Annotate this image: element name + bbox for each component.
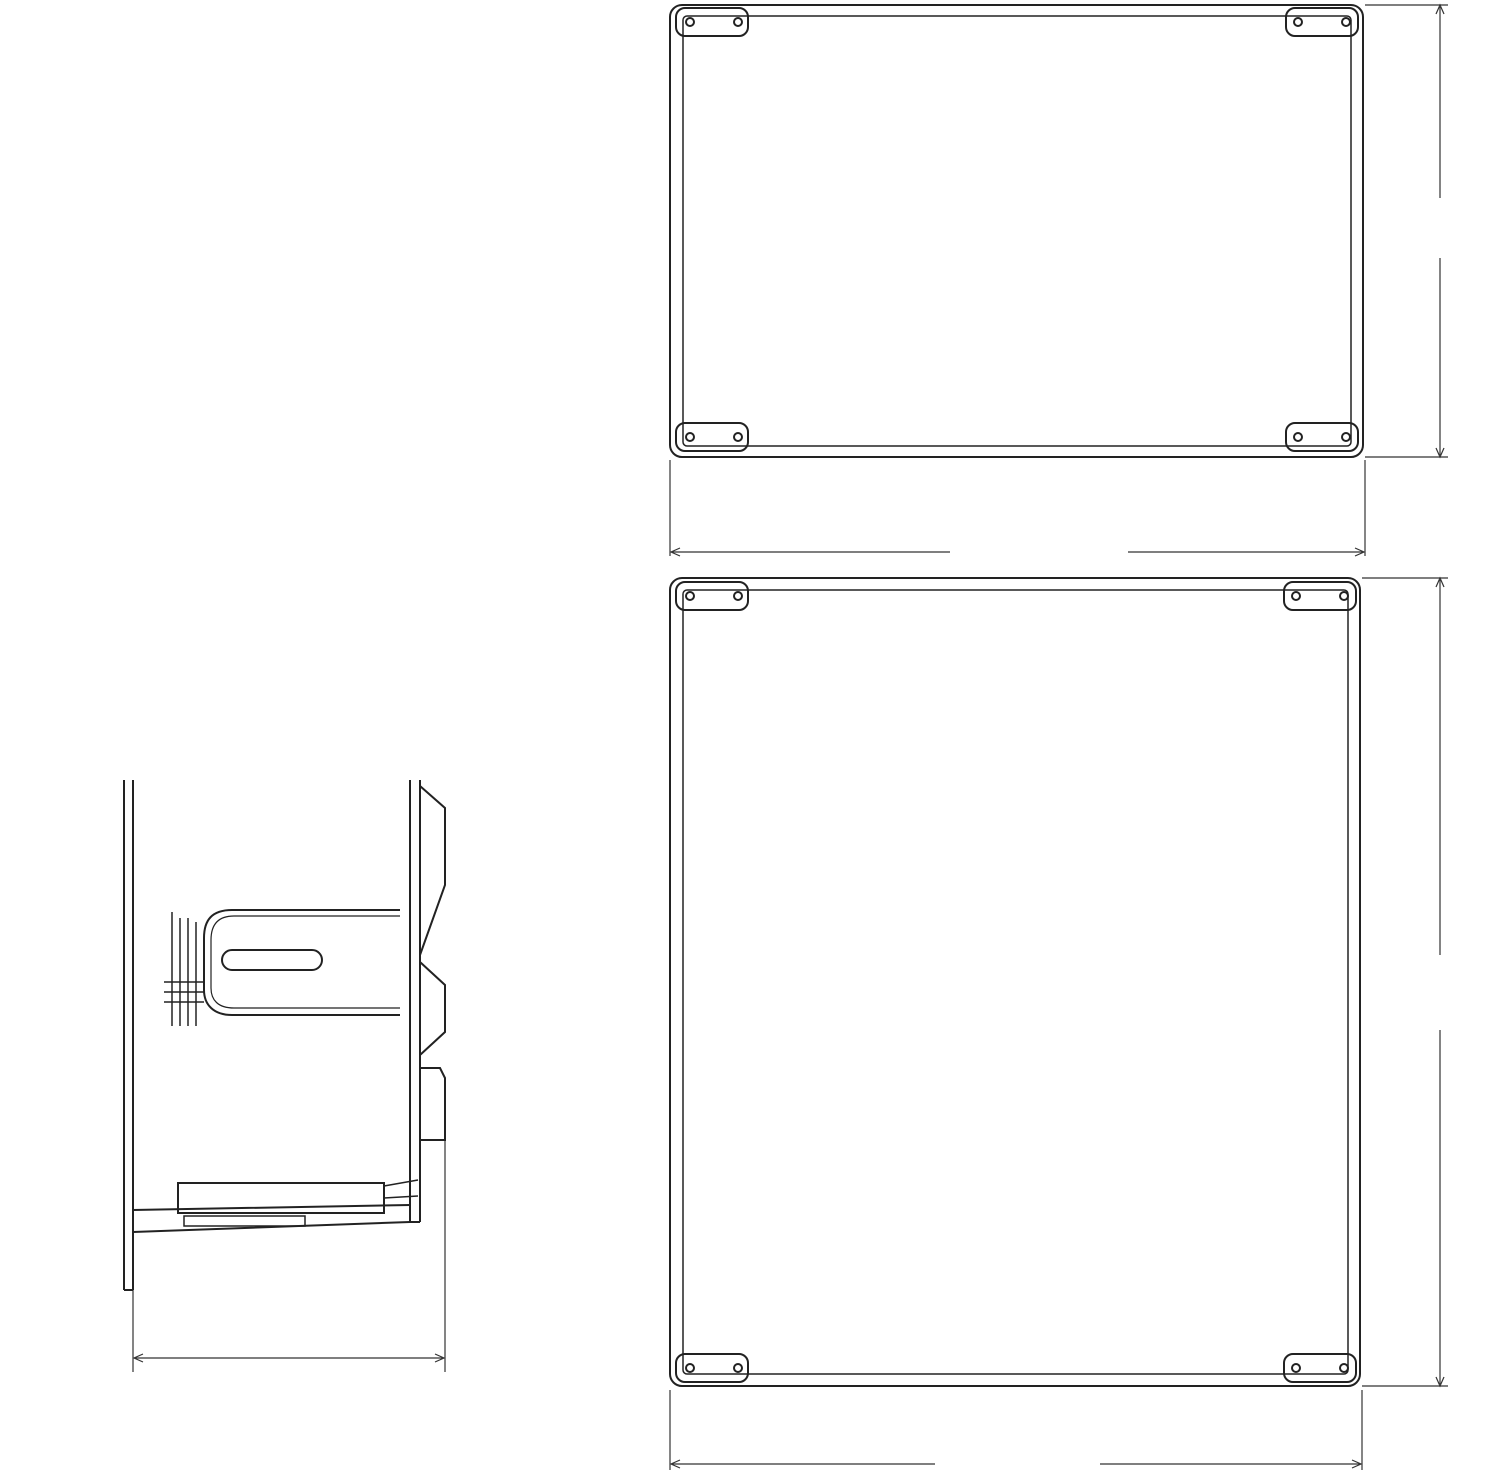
corner-bracket: [1286, 423, 1358, 451]
corner-bracket: [676, 8, 748, 36]
top-box-front-view: [670, 5, 1363, 457]
side-knockout-bump: [420, 786, 445, 955]
bottom-box-front-view: [670, 578, 1360, 1386]
side-mounting-bracket: [204, 910, 400, 1015]
bottom-box-inner-frame: [683, 590, 1348, 1374]
side-bottom-tray-detail: [384, 1180, 418, 1198]
side-knockout-bump: [420, 962, 445, 1055]
top-box-outer-frame: [670, 5, 1363, 457]
side-bottom-tray-detail: [184, 1216, 305, 1226]
dimension-lines: [133, 5, 1448, 1470]
bottom-box-outer-frame: [670, 578, 1360, 1386]
side-knockout-bump: [420, 1068, 445, 1140]
corner-bracket: [676, 423, 748, 451]
corner-bracket: [676, 582, 748, 610]
corner-bracket: [1286, 8, 1358, 36]
corner-bracket: [676, 1354, 748, 1382]
side-view: [124, 780, 445, 1290]
side-bottom-panel: [133, 1205, 420, 1232]
side-bracket-slot: [222, 950, 322, 970]
corner-bracket: [1284, 1354, 1356, 1382]
top-box-inner-frame: [683, 16, 1351, 446]
side-mounting-bracket-inner: [211, 916, 400, 1008]
corner-bracket: [1284, 582, 1356, 610]
stud-wall-hatch: [164, 912, 204, 1026]
